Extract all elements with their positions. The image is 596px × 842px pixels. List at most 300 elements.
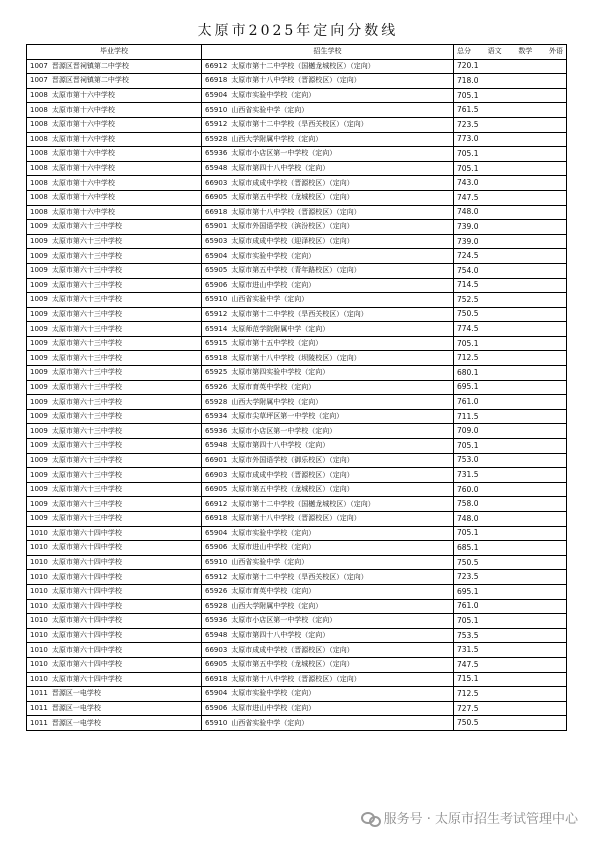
admission-school-name: 太原市育英中学校（定向） xyxy=(231,382,316,391)
graduation-school-name: 太原市第十六中学校 xyxy=(51,120,115,129)
table-row xyxy=(27,176,567,191)
admission-school-code: 65936 xyxy=(205,616,228,625)
total-score: 743.0 xyxy=(457,178,479,188)
graduation-school-cell xyxy=(27,409,202,424)
total-score: 750.5 xyxy=(457,557,479,567)
table-row xyxy=(27,409,567,424)
admission-school-code: 66905 xyxy=(205,485,228,494)
graduation-school-cell xyxy=(27,293,202,308)
graduation-school-code: 1011 xyxy=(30,718,48,727)
table-row xyxy=(27,439,567,454)
graduation-school-name: 太原市第六十四中学校 xyxy=(51,645,122,654)
admission-school-name: 太原市进山中学校（定向） xyxy=(231,543,316,552)
total-score-cell xyxy=(454,672,567,687)
graduation-school-name: 太原市第十六中学校 xyxy=(51,207,115,216)
graduation-school-code: 1009 xyxy=(30,397,48,406)
total-score-cell xyxy=(454,147,567,162)
graduation-school-code: 1007 xyxy=(30,76,48,85)
table-row xyxy=(27,322,567,337)
admission-school-cell xyxy=(202,584,454,599)
admission-school-cell xyxy=(202,526,454,541)
admission-school-name: 山西省实验中学（定向） xyxy=(231,295,309,304)
admission-school-name: 太原市外国语学校（滨汾校区）（定向） xyxy=(231,222,354,231)
admission-school-name: 太原市育英中学校（定向） xyxy=(231,587,316,596)
table-row xyxy=(27,628,567,643)
admission-school-code: 65948 xyxy=(205,441,228,450)
total-score: 750.5 xyxy=(457,718,479,728)
admission-school-code: 66918 xyxy=(205,207,228,216)
watermark-text: 服务号 · 太原市招生考试管理中心 xyxy=(383,812,578,827)
graduation-school-code: 1009 xyxy=(30,324,48,333)
graduation-school-code: 1009 xyxy=(30,339,48,348)
admission-school-name: 太原市实验中学校（定向） xyxy=(231,91,316,100)
admission-school-name: 太原市成成中学校（晋源校区）（定向） xyxy=(231,178,354,187)
graduation-school-name: 晋源区一电学校 xyxy=(51,704,101,713)
admission-school-code: 66903 xyxy=(205,470,228,479)
admission-school-code: 65948 xyxy=(205,164,228,173)
admission-school-cell xyxy=(202,147,454,162)
table-row xyxy=(27,103,567,118)
total-score-cell xyxy=(454,584,567,599)
admission-school-name: 太原市小店区第一中学校（定向） xyxy=(231,426,337,435)
total-score-cell xyxy=(454,380,567,395)
graduation-school-code: 1010 xyxy=(30,645,48,654)
total-score-cell xyxy=(454,293,567,308)
admission-school-code: 65905 xyxy=(205,266,228,275)
admission-school-code: 65906 xyxy=(205,543,228,552)
admission-school-name: 山西大学附属中学校（定向） xyxy=(231,134,323,143)
admission-school-code: 65915 xyxy=(205,339,228,348)
graduation-school-cell xyxy=(27,555,202,570)
admission-school-cell xyxy=(202,614,454,629)
total-score: 750.5 xyxy=(457,309,479,319)
admission-school-name: 太原市成成中学校（晋源校区）（定向） xyxy=(231,645,354,654)
admission-school-code: 66905 xyxy=(205,193,228,202)
graduation-school-code: 1009 xyxy=(30,295,48,304)
graduation-school-cell xyxy=(27,336,202,351)
admission-school-code: 65903 xyxy=(205,237,228,246)
graduation-school-code: 1010 xyxy=(30,543,48,552)
table-row xyxy=(27,88,567,103)
graduation-school-cell xyxy=(27,687,202,702)
admission-school-code: 66918 xyxy=(205,76,228,85)
graduation-school-code: 1009 xyxy=(30,499,48,508)
total-score-cell xyxy=(454,424,567,439)
graduation-school-name: 太原市第六十三中学校 xyxy=(51,485,122,494)
graduation-school-code: 1009 xyxy=(30,222,48,231)
graduation-school-cell xyxy=(27,643,202,658)
table-row xyxy=(27,59,567,74)
total-score-cell xyxy=(454,497,567,512)
admission-school-code: 65910 xyxy=(205,105,228,114)
graduation-school-code: 1010 xyxy=(30,528,48,537)
graduation-school-code: 1009 xyxy=(30,280,48,289)
graduation-school-code: 1010 xyxy=(30,660,48,669)
admission-school-cell xyxy=(202,322,454,337)
total-score-cell xyxy=(454,190,567,205)
admission-school-name: 太原市进山中学校（定向） xyxy=(231,280,316,289)
admission-school-name: 太原市第四实验中学校（定向） xyxy=(231,368,330,377)
admission-school-cell xyxy=(202,307,454,322)
header-total: 总分 xyxy=(457,47,471,56)
admission-school-name: 太原市第十二中学校（旱西关校区）（定向） xyxy=(231,572,368,581)
admission-school-code: 65906 xyxy=(205,280,228,289)
graduation-school-code: 1009 xyxy=(30,470,48,479)
admission-school-cell xyxy=(202,643,454,658)
total-score-cell xyxy=(454,59,567,74)
total-score: 761.0 xyxy=(457,397,479,407)
graduation-school-cell xyxy=(27,190,202,205)
total-score: 727.5 xyxy=(457,703,479,713)
table-row xyxy=(27,716,567,731)
admission-school-name: 山西省实验中学（定向） xyxy=(231,105,309,114)
admission-school-name: 太原市第十八中学校（晋源校区）（定向） xyxy=(231,514,361,523)
admission-school-cell xyxy=(202,482,454,497)
admission-school-code: 66903 xyxy=(205,178,228,187)
header-english: 外语 xyxy=(548,47,563,56)
admission-school-code: 65928 xyxy=(205,397,228,406)
graduation-school-code: 1010 xyxy=(30,587,48,596)
table-row xyxy=(27,351,567,366)
graduation-school-cell xyxy=(27,147,202,162)
total-score-cell xyxy=(454,88,567,103)
graduation-school-code: 1008 xyxy=(30,178,48,187)
total-score-cell xyxy=(454,657,567,672)
admission-school-name: 太原市第四十八中学校（定向） xyxy=(231,441,330,450)
admission-school-code: 65934 xyxy=(205,412,228,421)
graduation-school-code: 1010 xyxy=(30,601,48,610)
admission-school-cell xyxy=(202,657,454,672)
admission-school-name: 太原市第十二中学校（旱西关校区）（定向） xyxy=(231,120,368,129)
graduation-school-cell xyxy=(27,380,202,395)
admission-school-code: 65904 xyxy=(205,689,228,698)
graduation-school-cell xyxy=(27,453,202,468)
total-score: 761.5 xyxy=(457,105,479,115)
admission-school-name: 太原市成成中学校（迎泽校区）（定向） xyxy=(231,237,354,246)
admission-school-code: 65910 xyxy=(205,718,228,727)
total-score-cell xyxy=(454,599,567,614)
graduation-school-code: 1009 xyxy=(30,382,48,391)
graduation-school-cell xyxy=(27,278,202,293)
admission-school-name: 山西大学附属中学校（定向） xyxy=(231,397,323,406)
total-score: 731.5 xyxy=(457,470,479,480)
graduation-school-cell xyxy=(27,628,202,643)
table-row xyxy=(27,512,567,527)
admission-school-cell xyxy=(202,336,454,351)
admission-school-cell xyxy=(202,103,454,118)
graduation-school-code: 1008 xyxy=(30,149,48,158)
graduation-school-cell xyxy=(27,234,202,249)
table-row xyxy=(27,263,567,278)
total-score: 774.5 xyxy=(457,324,479,334)
total-score-cell xyxy=(454,555,567,570)
admission-school-cell xyxy=(202,628,454,643)
graduation-school-name: 太原市第六十三中学校 xyxy=(51,266,122,275)
admission-school-name: 太原市小店区第一中学校（定向） xyxy=(231,616,337,625)
graduation-school-name: 太原市第六十三中学校 xyxy=(51,470,122,479)
graduation-school-code: 1010 xyxy=(30,558,48,567)
total-score-cell xyxy=(454,74,567,89)
admission-school-code: 66912 xyxy=(205,499,228,508)
table-row xyxy=(27,657,567,672)
table-row xyxy=(27,366,567,381)
admission-school-cell xyxy=(202,541,454,556)
graduation-school-cell xyxy=(27,468,202,483)
total-score-cell xyxy=(454,468,567,483)
graduation-school-name: 太原市第六十四中学校 xyxy=(51,660,122,669)
admission-school-code: 65928 xyxy=(205,134,228,143)
admission-school-cell xyxy=(202,409,454,424)
admission-school-code: 66903 xyxy=(205,645,228,654)
graduation-school-cell xyxy=(27,117,202,132)
admission-school-name: 太原市第十二中学校（国樾龙城校区）（定向） xyxy=(231,499,375,508)
graduation-school-code: 1008 xyxy=(30,207,48,216)
graduation-school-name: 太原市第十六中学校 xyxy=(51,105,115,114)
admission-school-code: 66918 xyxy=(205,674,228,683)
graduation-school-name: 太原市第六十四中学校 xyxy=(51,631,122,640)
graduation-school-name: 太原市第六十三中学校 xyxy=(51,368,122,377)
total-score-cell xyxy=(454,439,567,454)
graduation-school-code: 1007 xyxy=(30,61,48,70)
graduation-school-code: 1009 xyxy=(30,441,48,450)
admission-school-name: 太原市成成中学校（晋源校区）（定向） xyxy=(231,470,354,479)
admission-school-cell xyxy=(202,293,454,308)
graduation-school-name: 太原市第十六中学校 xyxy=(51,134,115,143)
graduation-school-cell xyxy=(27,716,202,731)
admission-school-cell xyxy=(202,672,454,687)
admission-school-name: 太原市尖草坪区第一中学校（定向） xyxy=(231,412,344,421)
table-body xyxy=(27,59,567,730)
total-score: 705.1 xyxy=(457,338,479,348)
total-score: 747.5 xyxy=(457,192,479,202)
total-score: 752.5 xyxy=(457,294,479,304)
admission-school-name: 太原市第十五中学校（定向） xyxy=(231,339,323,348)
graduation-school-cell xyxy=(27,657,202,672)
admission-school-code: 66901 xyxy=(205,455,228,464)
table-row xyxy=(27,482,567,497)
graduation-school-cell xyxy=(27,307,202,322)
graduation-school-cell xyxy=(27,176,202,191)
graduation-school-cell xyxy=(27,161,202,176)
admission-school-code: 65912 xyxy=(205,120,228,129)
total-score: 718.0 xyxy=(457,75,479,85)
table-row xyxy=(27,672,567,687)
total-score: 720.1 xyxy=(457,61,479,71)
admission-school-cell xyxy=(202,366,454,381)
total-score: 705.1 xyxy=(457,163,479,173)
admission-school-name: 太原市第十二中学校（国樾龙城校区）（定向） xyxy=(231,61,375,70)
graduation-school-name: 太原市第六十三中学校 xyxy=(51,455,122,464)
graduation-school-code: 1010 xyxy=(30,631,48,640)
graduation-school-name: 太原市第六十四中学校 xyxy=(51,528,122,537)
table-row xyxy=(27,293,567,308)
graduation-school-name: 太原市第六十三中学校 xyxy=(51,309,122,318)
admission-school-cell xyxy=(202,59,454,74)
admission-school-cell xyxy=(202,234,454,249)
table-row xyxy=(27,205,567,220)
admission-school-code: 65936 xyxy=(205,426,228,435)
admission-school-name: 太原市第十八中学校（晋源校区）（定向） xyxy=(231,674,361,683)
total-score: 705.1 xyxy=(457,615,479,625)
total-score: 748.0 xyxy=(457,207,479,217)
graduation-school-name: 太原市第六十三中学校 xyxy=(51,295,122,304)
graduation-school-code: 1008 xyxy=(30,193,48,202)
total-score-cell xyxy=(454,395,567,410)
admission-school-name: 太原市第十八中学校（晋源校区）（定向） xyxy=(231,76,361,85)
admission-school-cell xyxy=(202,205,454,220)
table-row xyxy=(27,190,567,205)
graduation-school-name: 太原市第六十三中学校 xyxy=(51,280,122,289)
graduation-school-cell xyxy=(27,366,202,381)
graduation-school-cell xyxy=(27,570,202,585)
total-score: 709.0 xyxy=(457,426,479,436)
admission-school-cell xyxy=(202,701,454,716)
admission-school-cell xyxy=(202,555,454,570)
admission-school-code: 65904 xyxy=(205,251,228,260)
graduation-school-name: 太原市第六十三中学校 xyxy=(51,251,122,260)
total-score: 761.0 xyxy=(457,601,479,611)
admission-school-cell xyxy=(202,249,454,264)
total-score-cell xyxy=(454,132,567,147)
total-score-cell xyxy=(454,526,567,541)
table-row xyxy=(27,380,567,395)
graduation-school-code: 1008 xyxy=(30,91,48,100)
graduation-school-code: 1011 xyxy=(30,689,48,698)
graduation-school-cell xyxy=(27,672,202,687)
graduation-school-cell xyxy=(27,584,202,599)
graduation-school-code: 1009 xyxy=(30,368,48,377)
admission-school-name: 太原市实验中学校（定向） xyxy=(231,689,316,698)
table-row xyxy=(27,234,567,249)
graduation-school-name: 太原市第六十四中学校 xyxy=(51,543,122,552)
total-score-cell xyxy=(454,176,567,191)
total-score: 724.5 xyxy=(457,251,479,261)
graduation-school-name: 太原市第十六中学校 xyxy=(51,149,115,158)
admission-school-name: 太原市外国语学校（御乐校区）（定向） xyxy=(231,455,354,464)
graduation-school-cell xyxy=(27,220,202,235)
total-score-cell xyxy=(454,220,567,235)
total-score: 773.0 xyxy=(457,134,479,144)
table-row xyxy=(27,132,567,147)
total-score: 747.5 xyxy=(457,659,479,669)
admission-school-name: 太原市第十八中学校（晋源校区）（定向） xyxy=(231,207,361,216)
graduation-school-cell xyxy=(27,88,202,103)
graduation-school-name: 太原市第六十三中学校 xyxy=(51,426,122,435)
admission-school-code: 65901 xyxy=(205,222,228,231)
table-row xyxy=(27,570,567,585)
admission-school-name: 山西大学附属中学校（定向） xyxy=(231,601,323,610)
table-row xyxy=(27,147,567,162)
total-score-cell xyxy=(454,263,567,278)
admission-school-code: 65925 xyxy=(205,368,228,377)
graduation-school-name: 太原市第六十四中学校 xyxy=(51,558,122,567)
total-score: 705.1 xyxy=(457,148,479,158)
admission-school-cell xyxy=(202,497,454,512)
graduation-school-name: 太原市第六十三中学校 xyxy=(51,222,122,231)
admission-school-name: 山西省实验中学（定向） xyxy=(231,558,309,567)
admission-school-code: 65904 xyxy=(205,528,228,537)
total-score-cell xyxy=(454,307,567,322)
graduation-school-name: 太原市第六十三中学校 xyxy=(51,514,122,523)
table-row xyxy=(27,249,567,264)
graduation-school-name: 太原市第十六中学校 xyxy=(51,91,115,100)
admission-school-code: 65912 xyxy=(205,572,228,581)
graduation-school-cell xyxy=(27,132,202,147)
total-score: 753.0 xyxy=(457,455,479,465)
total-score: 705.1 xyxy=(457,440,479,450)
admission-school-name: 太原市实验中学校（定向） xyxy=(231,528,316,537)
graduation-school-name: 太原市第六十四中学校 xyxy=(51,587,122,596)
graduation-school-cell xyxy=(27,395,202,410)
total-score: 712.5 xyxy=(457,688,479,698)
table-row xyxy=(27,161,567,176)
total-score: 754.0 xyxy=(457,265,479,275)
total-score-cell xyxy=(454,234,567,249)
table-row xyxy=(27,453,567,468)
total-score-cell xyxy=(454,453,567,468)
total-score: 714.5 xyxy=(457,280,479,290)
table-row xyxy=(27,687,567,702)
graduation-school-name: 太原市第六十三中学校 xyxy=(51,382,122,391)
total-score: 680.1 xyxy=(457,367,479,377)
header-graduation-school: 毕业学校 xyxy=(27,45,202,60)
header-scores xyxy=(454,45,567,60)
admission-school-cell xyxy=(202,117,454,132)
graduation-school-cell xyxy=(27,59,202,74)
total-score-cell xyxy=(454,117,567,132)
total-score-cell xyxy=(454,701,567,716)
table-row xyxy=(27,220,567,235)
admission-school-name: 太原市第五中学校（青年路校区）（定向） xyxy=(231,266,361,275)
admission-school-name: 太原市第十二中学校（旱西关校区）（定向） xyxy=(231,309,368,318)
admission-school-name: 太原市第四十八中学校（定向） xyxy=(231,164,330,173)
total-score-cell xyxy=(454,205,567,220)
total-score: 695.1 xyxy=(457,586,479,596)
admission-school-name: 太原师范学院附属中学（定向） xyxy=(231,324,330,333)
graduation-school-cell xyxy=(27,541,202,556)
graduation-school-name: 太原市第六十三中学校 xyxy=(51,339,122,348)
graduation-school-cell xyxy=(27,512,202,527)
graduation-school-code: 1009 xyxy=(30,426,48,435)
admission-school-name: 太原市第五中学校（龙城校区）（定向） xyxy=(231,485,354,494)
admission-school-name: 太原市进山中学校（定向） xyxy=(231,704,316,713)
admission-school-cell xyxy=(202,161,454,176)
admission-school-cell xyxy=(202,176,454,191)
header-admission-school: 招生学校 xyxy=(202,45,454,60)
score-table xyxy=(26,44,567,731)
graduation-school-name: 太原市第十六中学校 xyxy=(51,193,115,202)
graduation-school-name: 太原市第六十三中学校 xyxy=(51,499,122,508)
graduation-school-name: 太原市第六十三中学校 xyxy=(51,237,122,246)
admission-school-cell xyxy=(202,424,454,439)
graduation-school-code: 1009 xyxy=(30,237,48,246)
table-row xyxy=(27,555,567,570)
graduation-school-code: 1009 xyxy=(30,485,48,494)
graduation-school-cell xyxy=(27,263,202,278)
total-score-cell xyxy=(454,366,567,381)
graduation-school-cell xyxy=(27,526,202,541)
table-row xyxy=(27,74,567,89)
admission-school-cell xyxy=(202,395,454,410)
graduation-school-code: 1009 xyxy=(30,353,48,362)
table-row xyxy=(27,643,567,658)
total-score-cell xyxy=(454,278,567,293)
graduation-school-cell xyxy=(27,103,202,118)
graduation-school-name: 太原市第六十三中学校 xyxy=(51,397,122,406)
table-row xyxy=(27,307,567,322)
total-score: 739.0 xyxy=(457,221,479,231)
admission-school-name: 太原市第十八中学校（坝陵校区）（定向） xyxy=(231,353,361,362)
